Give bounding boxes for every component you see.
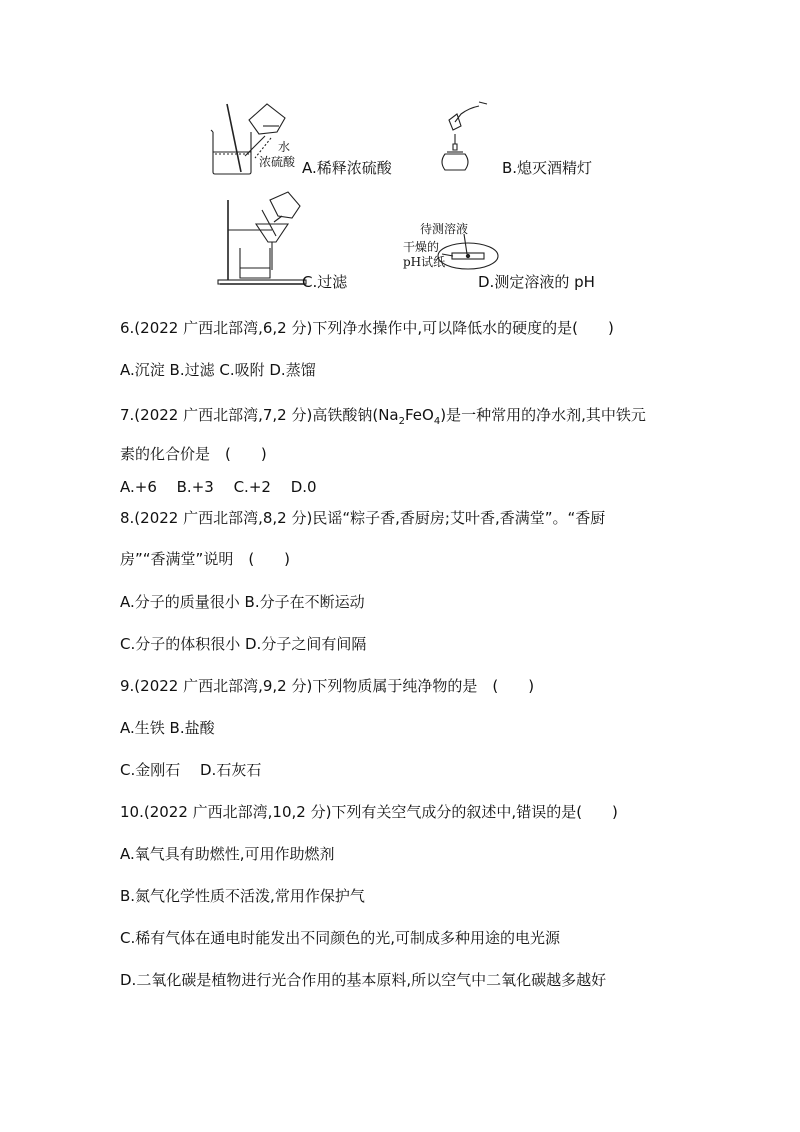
question-10-option-a: A.氧气具有助燃性,可用作助燃剂	[120, 845, 335, 863]
question-9-stem: 9.(2022 广西北部湾,9,2 分)下列物质属于纯净物的是 ( )	[120, 677, 535, 695]
question-9-options-line1: A.生铁 B.盐酸	[120, 719, 215, 737]
option-b-figure-label: B.熄灭酒精灯	[502, 159, 593, 177]
solution-label: 待测溶液	[420, 222, 469, 236]
ph-paper-label-1: 干燥的	[403, 240, 440, 254]
question-8-options-line1: A.分子的质量很小 B.分子在不断运动	[120, 593, 365, 611]
sulfuric-acid-label: 浓硫酸	[259, 155, 296, 169]
filtration-figure	[212, 190, 312, 290]
ph-paper-label-2: pH试纸	[403, 255, 446, 269]
alcohol-lamp-figure	[435, 100, 495, 180]
question-10-option-c: C.稀有气体在通电时能发出不同颜色的光,可制成多种用途的电光源	[120, 929, 561, 947]
question-10-stem: 10.(2022 广西北部湾,10,2 分)下列有关空气成分的叙述中,错误的是( )	[120, 803, 618, 821]
option-d-figure-label: D.测定溶液的 pH	[478, 273, 595, 291]
question-7-stem-line2: 素的化合价是 ( )	[120, 445, 267, 463]
question-8-stem-line1: 8.(2022 广西北部湾,8,2 分)民谣“粽子香,香厨房;艾叶香,香满堂”。“香厨	[120, 509, 606, 527]
question-10-option-b: B.氮气化学性质不活泼,常用作保护气	[120, 887, 365, 905]
option-a-figure-label: A.稀释浓硫酸	[302, 159, 392, 177]
question-7-options: A.+6 B.+3 C.+2 D.0	[120, 478, 317, 496]
question-6-options: A.沉淀 B.过滤 C.吸附 D.蒸馏	[120, 361, 316, 379]
question-10-option-d: D.二氧化碳是植物进行光合作用的基本原料,所以空气中二氧化碳越多越好	[120, 971, 607, 989]
question-8-stem-line2: 房”“香满堂”说明 ( )	[120, 550, 291, 568]
question-8-options-line2: C.分子的体积很小 D.分子之间有间隔	[120, 635, 367, 653]
water-label: 水	[278, 140, 291, 154]
question-9-options-line2: C.金刚石 D.石灰石	[120, 761, 262, 779]
option-c-figure-label: C.过滤	[302, 273, 348, 291]
question-7-stem-line1: 7.(2022 广西北部湾,7,2 分)高铁酸钠$(Na_2FeO_4)$是一种常用的净水剂,其中铁元	[120, 406, 646, 427]
question-6-stem: 6.(2022 广西北部湾,6,2 分)下列净水操作中,可以降低水的硬度的是( )	[120, 319, 614, 337]
